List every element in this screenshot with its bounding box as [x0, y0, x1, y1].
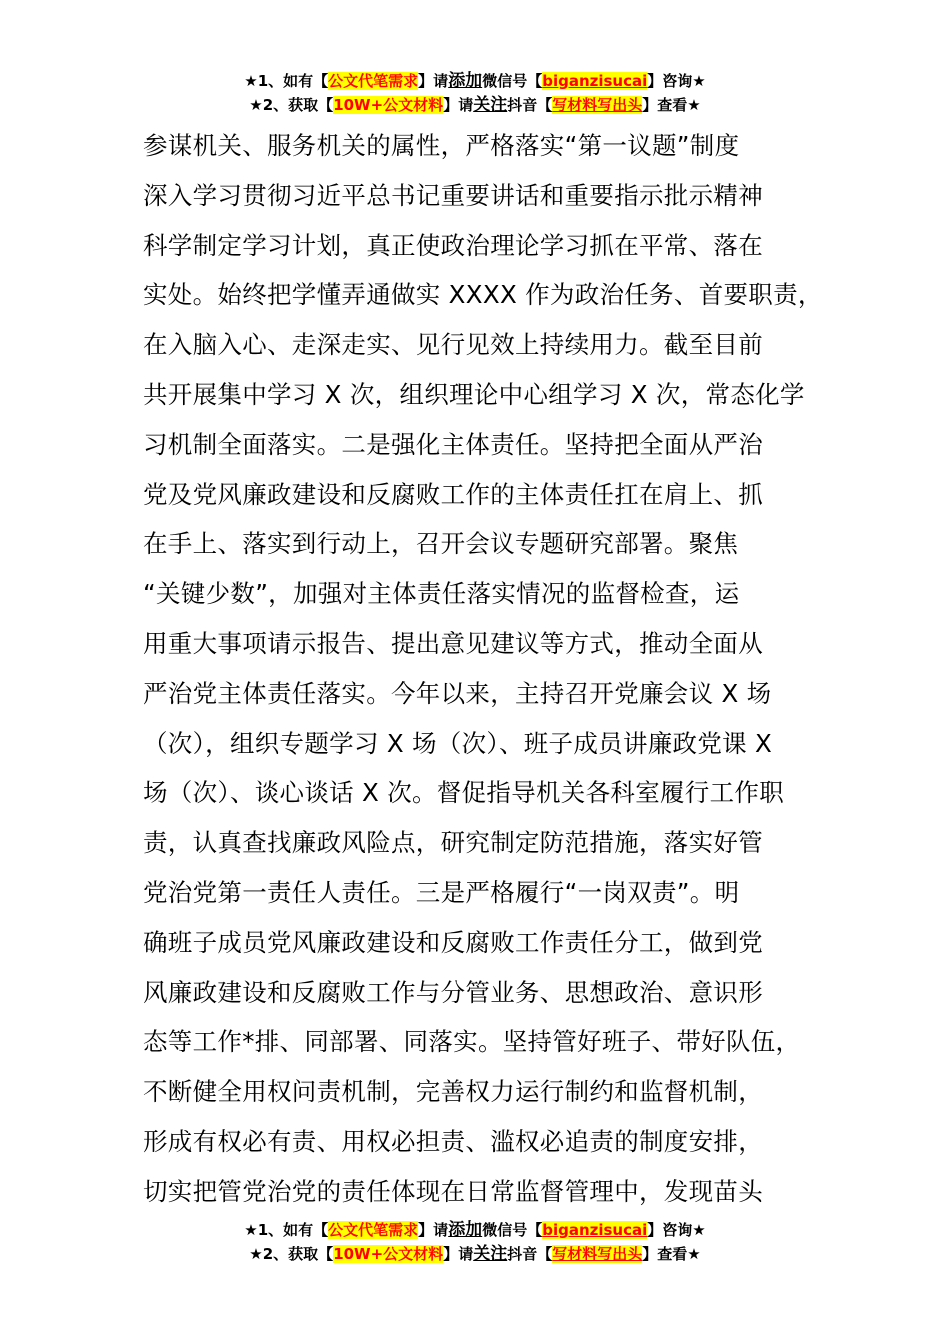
paragraph-line: 形成有权必有责、用权必担责、滥权必追责的制度安排，	[143, 1126, 763, 1156]
highlight-service: 公文代笔需求	[328, 72, 419, 90]
banner-line-2: ★2、获取【10W+公文材料】请关注抖音【写材料写出头】查看★	[249, 95, 701, 115]
paragraph-line: 责，认真查找廉政风险点，研究制定防范措施，落实好管	[143, 828, 763, 858]
paragraph-line: 共开展集中学习 X 次，组织理论中心组学习 X 次，常态化学	[143, 379, 805, 409]
paragraph-line: 在手上、落实到行动上，召开会议专题研究部署。聚焦	[143, 529, 739, 559]
paragraph-line: （次），组织专题学习 X 场（次）、班子成员讲廉政党课 X	[143, 728, 773, 758]
paragraph-line: 参谋机关、服务机关的属性，严格落实“第一议题”制度	[143, 131, 740, 160]
banner-line-2: ★2、获取【10W+公文材料】请关注抖音【写材料写出头】查看★	[249, 1244, 701, 1264]
paragraph-line: 场（次）、谈心谈话 X 次。督促指导机关各科室履行工作职	[143, 778, 785, 808]
paragraph-line: 切实把管党治党的责任体现在日常监督管理中，发现苗头	[143, 1176, 763, 1206]
douyin-account: 写材料写出头	[552, 96, 643, 114]
paragraph-line: 在入脑入心、走深走实、见行见效上持续用力。截至目前	[143, 330, 763, 360]
paragraph-line: 态等工作*排、同部署、同落实。坚持管好班子、带好队伍，	[143, 1027, 801, 1057]
banner-line-1: ★1、如有【公文代笔需求】请添加微信号【biganzisucai】咨询★	[244, 1220, 706, 1240]
paragraph-line: 深入学习贯彻习近平总书记重要讲话和重要指示批示精神	[143, 180, 763, 210]
wechat-id: biganzisucai	[542, 72, 648, 90]
paragraph-line: 不断健全用权问责机制，完善权力运行制约和监督机制，	[143, 1077, 763, 1107]
paragraph-line: 习机制全面落实。二是强化主体责任。坚持把全面从严治	[143, 429, 763, 459]
paragraph-line: 党及党风廉政建设和反腐败工作的主体责任扛在肩上、抓	[143, 479, 763, 509]
paragraph-line: “关键少数”，加强对主体责任落实情况的监督检查，运	[143, 579, 740, 609]
paragraph-line: 风廉政建设和反腐败工作与分管业务、思想政治、意识形	[143, 977, 763, 1007]
document-body	[143, 126, 843, 1222]
footer-banner	[0, 1218, 950, 1266]
paragraph-line: 党治党第一责任人责任。三是严格履行“一岗双责”。明	[143, 877, 740, 907]
paragraph-line: 确班子成员党风廉政建设和反腐败工作责任分工，做到党	[143, 927, 763, 957]
paragraph-line: 科学制定学习计划，真正使政治理论学习抓在平常、落在	[143, 230, 763, 260]
paragraph-line: 实处。始终把学懂弄通做实 XXXX 作为政治任务、首要职责，	[143, 280, 823, 310]
paragraph-line: 用重大事项请示报告、提出意见建议等方式，推动全面从	[143, 628, 763, 658]
paragraph-line: 严治党主体责任落实。今年以来，主持召开党廉会议 X 场	[143, 678, 772, 708]
header-banner	[0, 69, 950, 117]
banner-line-1: ★1、如有【公文代笔需求】请添加微信号【biganzisucai】咨询★	[244, 71, 706, 91]
